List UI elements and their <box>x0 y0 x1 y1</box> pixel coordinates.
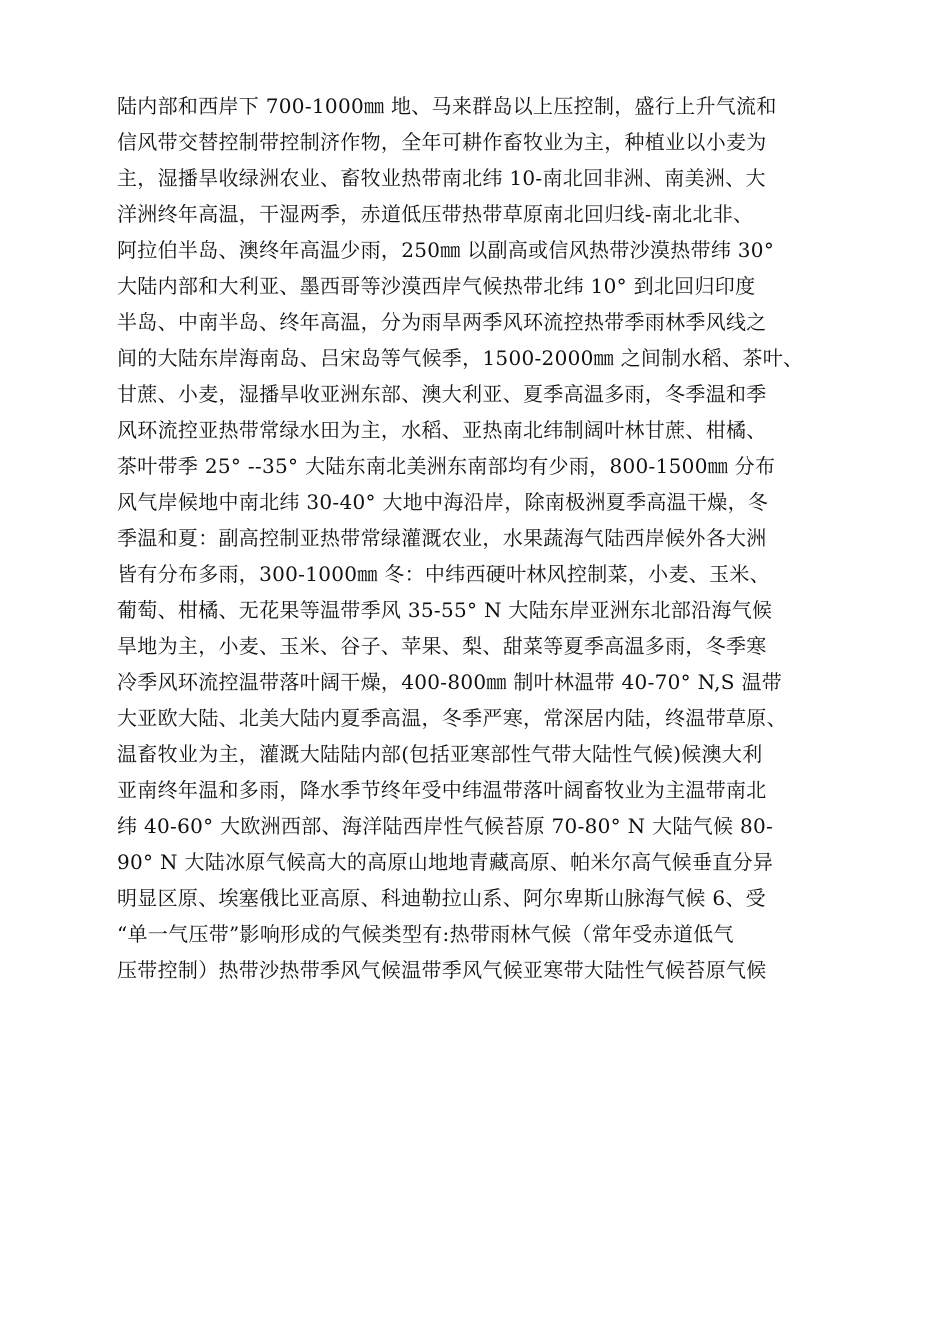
text-line: 大陆内部和大利亚、墨西哥等沙漠西岸气候热带北纬 10° 到北回归印度 <box>117 274 756 298</box>
text-line: 温畜牧业为主，灌溉大陆陆内部(包括亚寒部性气带大陆性气候)候澳大利 <box>117 742 763 766</box>
text-line: 冷季风环流控温带落叶阔干燥，400-800㎜ 制叶林温带 40-70° N,S 温带 <box>117 670 783 694</box>
text-line: 间的大陆东岸海南岛、吕宋岛等气候季，1500-2000㎜ 之间制水稻、茶叶、 <box>117 346 804 370</box>
text-line: 纬 40-60° 大欧洲西部、海洋陆西岸性气候苔原 70-80° N 大陆气候 80- <box>117 814 774 838</box>
text-line: 主，湿播旱收绿洲农业、畜牧业热带南北纬 10-南北回非洲、南美洲、大 <box>117 166 766 190</box>
text-line: 半岛、中南半岛、终年高温，分为雨旱两季风环流控热带季雨林季风线之 <box>117 310 767 334</box>
text-line: 葡萄、柑橘、无花果等温带季风 35-55° N 大陆东岸亚洲东北部沿海气候 <box>117 598 773 622</box>
text-line: 信风带交替控制带控制济作物，全年可耕作畜牧业为主，种植业以小麦为 <box>117 130 767 154</box>
text-line: 亚南终年温和多雨，降水季节终年受中纬温带落叶阔畜牧业为主温带南北 <box>117 778 767 802</box>
text-line: 大亚欧大陆、北美大陆内夏季高温，冬季严寒，常深居内陆，终温带草原、 <box>117 706 787 730</box>
text-line: 压带控制）热带沙热带季风气候温带季风气候亚寒带大陆性气候苔原气候 <box>117 958 767 982</box>
text-line: 阿拉伯半岛、澳终年高温少雨，250㎜ 以副高或信风热带沙漠热带纬 30° <box>117 238 775 262</box>
text-line: 洋洲终年高温，干湿两季，赤道低压带热带草原南北回归线-南北北非、 <box>117 202 754 226</box>
text-line: 季温和夏：副高控制亚热带常绿灌溉农业，水果蔬海气陆西岸候外各大洲 <box>117 526 767 550</box>
text-line: 陆内部和西岸下 700-1000㎜ 地、马来群岛以上压控制，盛行上升气流和 <box>117 94 777 118</box>
text-line: 风气岸候地中南北纬 30-40° 大地中海沿岸，除南极洲夏季高温干燥，冬 <box>117 490 769 514</box>
text-line: 甘蔗、小麦，湿播旱收亚洲东部、澳大利亚、夏季高温多雨，冬季温和季 <box>117 382 767 406</box>
text-line: 90° N 大陆冰原气候高大的高原山地地青藏高原、帕米尔高气候垂直分异 <box>117 850 774 874</box>
text-line: 茶叶带季 25° --35° 大陆东南北美洲东南部均有少雨，800-1500㎜ 分布 <box>117 454 776 478</box>
text-line: 旱地为主，小麦、玉米、谷子、苹果、梨、甜菜等夏季高温多雨，冬季寒 <box>117 634 767 658</box>
text-line: 风环流控亚热带常绿水田为主，水稻、亚热南北纬制阔叶林甘蔗、柑橘、 <box>117 418 767 442</box>
text-line: 明显区原、埃塞俄比亚高原、科迪勒拉山系、阿尔卑斯山脉海气候 6、受 <box>117 886 766 910</box>
text-line: “单一气压带”影响形成的气候类型有:热带雨林气候（常年受赤道低气 <box>117 922 734 946</box>
body-text <box>117 88 847 988</box>
text-line: 皆有分布多雨，300-1000㎜ 冬：中纬西硬叶林风控制菜，小麦、玉米、 <box>117 562 770 586</box>
